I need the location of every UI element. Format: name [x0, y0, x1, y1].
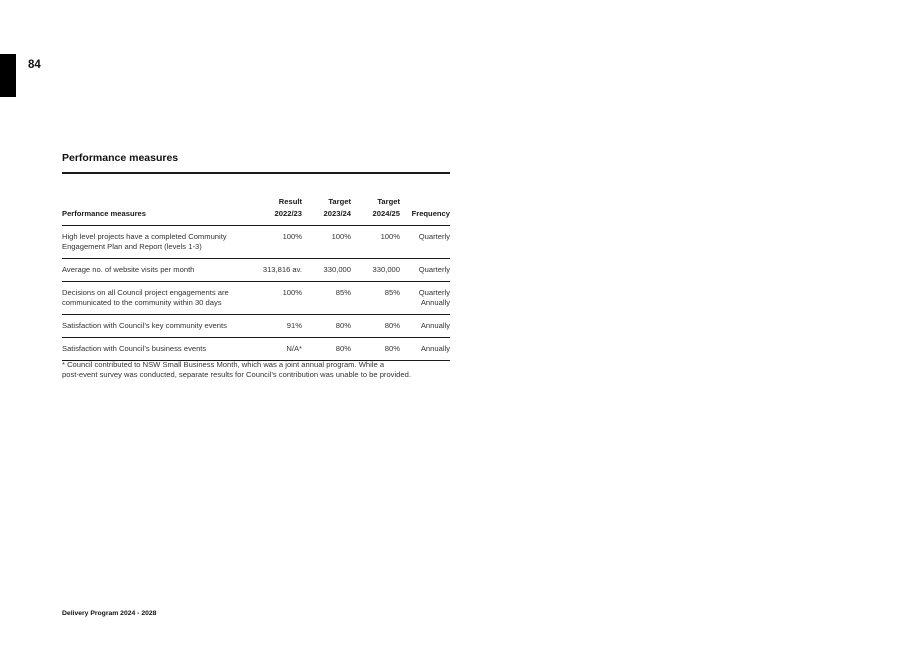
- footnote-line-2: post-event survey was conducted, separate results for Council’s contribution was unable to be provided.: [62, 370, 411, 379]
- measure-cell: [62, 315, 258, 338]
- measure-text: Satisfaction with Council’s key community events: [62, 321, 227, 330]
- header-frequency-label: Frequency: [411, 209, 450, 218]
- result-cell: 91%: [258, 315, 302, 338]
- table-row: [62, 259, 450, 282]
- measure-cell: [62, 338, 258, 361]
- header-measure: [62, 196, 258, 226]
- measure-text: Engagement Plan and Report (levels 1-3): [62, 242, 202, 251]
- measure-text: Satisfaction with Council’s business events: [62, 344, 207, 353]
- header-target-2024: [351, 196, 400, 226]
- frequency-text: Quarterly: [418, 265, 450, 274]
- page-tab-marker: [0, 54, 16, 97]
- target-2024-cell: 80%: [351, 315, 400, 338]
- target-2024-cell: 100%: [351, 226, 400, 259]
- frequency-cell: [400, 226, 450, 259]
- result-cell: N/A*: [258, 338, 302, 361]
- header-target2-year: 2024/25: [372, 209, 400, 218]
- target-2023-cell: 80%: [302, 338, 351, 361]
- header-result: [258, 196, 302, 226]
- measure-text: communicated to the community within 30 days: [62, 298, 222, 307]
- table-footnote: [62, 360, 452, 380]
- result-cell: 313,816 av.: [258, 259, 302, 282]
- table-header-row: [62, 196, 450, 226]
- section-title: Performance measures: [62, 152, 179, 164]
- title-divider: [62, 172, 450, 174]
- frequency-text: Quarterly: [418, 288, 450, 297]
- measure-cell: [62, 282, 258, 315]
- frequency-text: Annually: [420, 344, 450, 353]
- table-row: [62, 338, 450, 361]
- result-cell: 100%: [258, 226, 302, 259]
- measure-text: Decisions on all Council project engagements are: [62, 288, 229, 297]
- header-result-top: Result: [278, 197, 302, 206]
- target-2024-cell: 85%: [351, 282, 400, 315]
- frequency-text: Annually: [420, 298, 450, 307]
- frequency-cell: [400, 315, 450, 338]
- header-result-year: 2022/23: [274, 209, 302, 218]
- measure-text: Average no. of website visits per month: [62, 265, 195, 274]
- header-target-2023: [302, 196, 351, 226]
- target-2024-cell: 330,000: [351, 259, 400, 282]
- frequency-text: Annually: [420, 321, 450, 330]
- target-2023-cell: 80%: [302, 315, 351, 338]
- document-footer: Delivery Program 2024 - 2028: [62, 610, 157, 617]
- frequency-cell: [400, 338, 450, 361]
- measure-cell: [62, 259, 258, 282]
- table-row: [62, 282, 450, 315]
- measure-cell: [62, 226, 258, 259]
- header-target1-top: Target: [328, 197, 351, 206]
- target-2023-cell: 100%: [302, 226, 351, 259]
- frequency-cell: [400, 282, 450, 315]
- table-row: [62, 315, 450, 338]
- performance-measures-table: [62, 196, 450, 361]
- frequency-cell: [400, 259, 450, 282]
- header-target1-year: 2023/24: [323, 209, 351, 218]
- page-number: 84: [28, 59, 41, 71]
- measure-text: High level projects have a completed Community: [62, 232, 227, 241]
- footnote-line-1: * Council contributed to NSW Small Business Month, which was a joint annual program. While a: [62, 360, 385, 369]
- header-frequency: [400, 196, 450, 226]
- target-2023-cell: 330,000: [302, 259, 351, 282]
- header-target2-top: Target: [377, 197, 400, 206]
- frequency-text: Quarterly: [418, 232, 450, 241]
- header-measure-label: Performance measures: [62, 209, 146, 218]
- result-cell: 100%: [258, 282, 302, 315]
- target-2023-cell: 85%: [302, 282, 351, 315]
- target-2024-cell: 80%: [351, 338, 400, 361]
- table-row: [62, 226, 450, 259]
